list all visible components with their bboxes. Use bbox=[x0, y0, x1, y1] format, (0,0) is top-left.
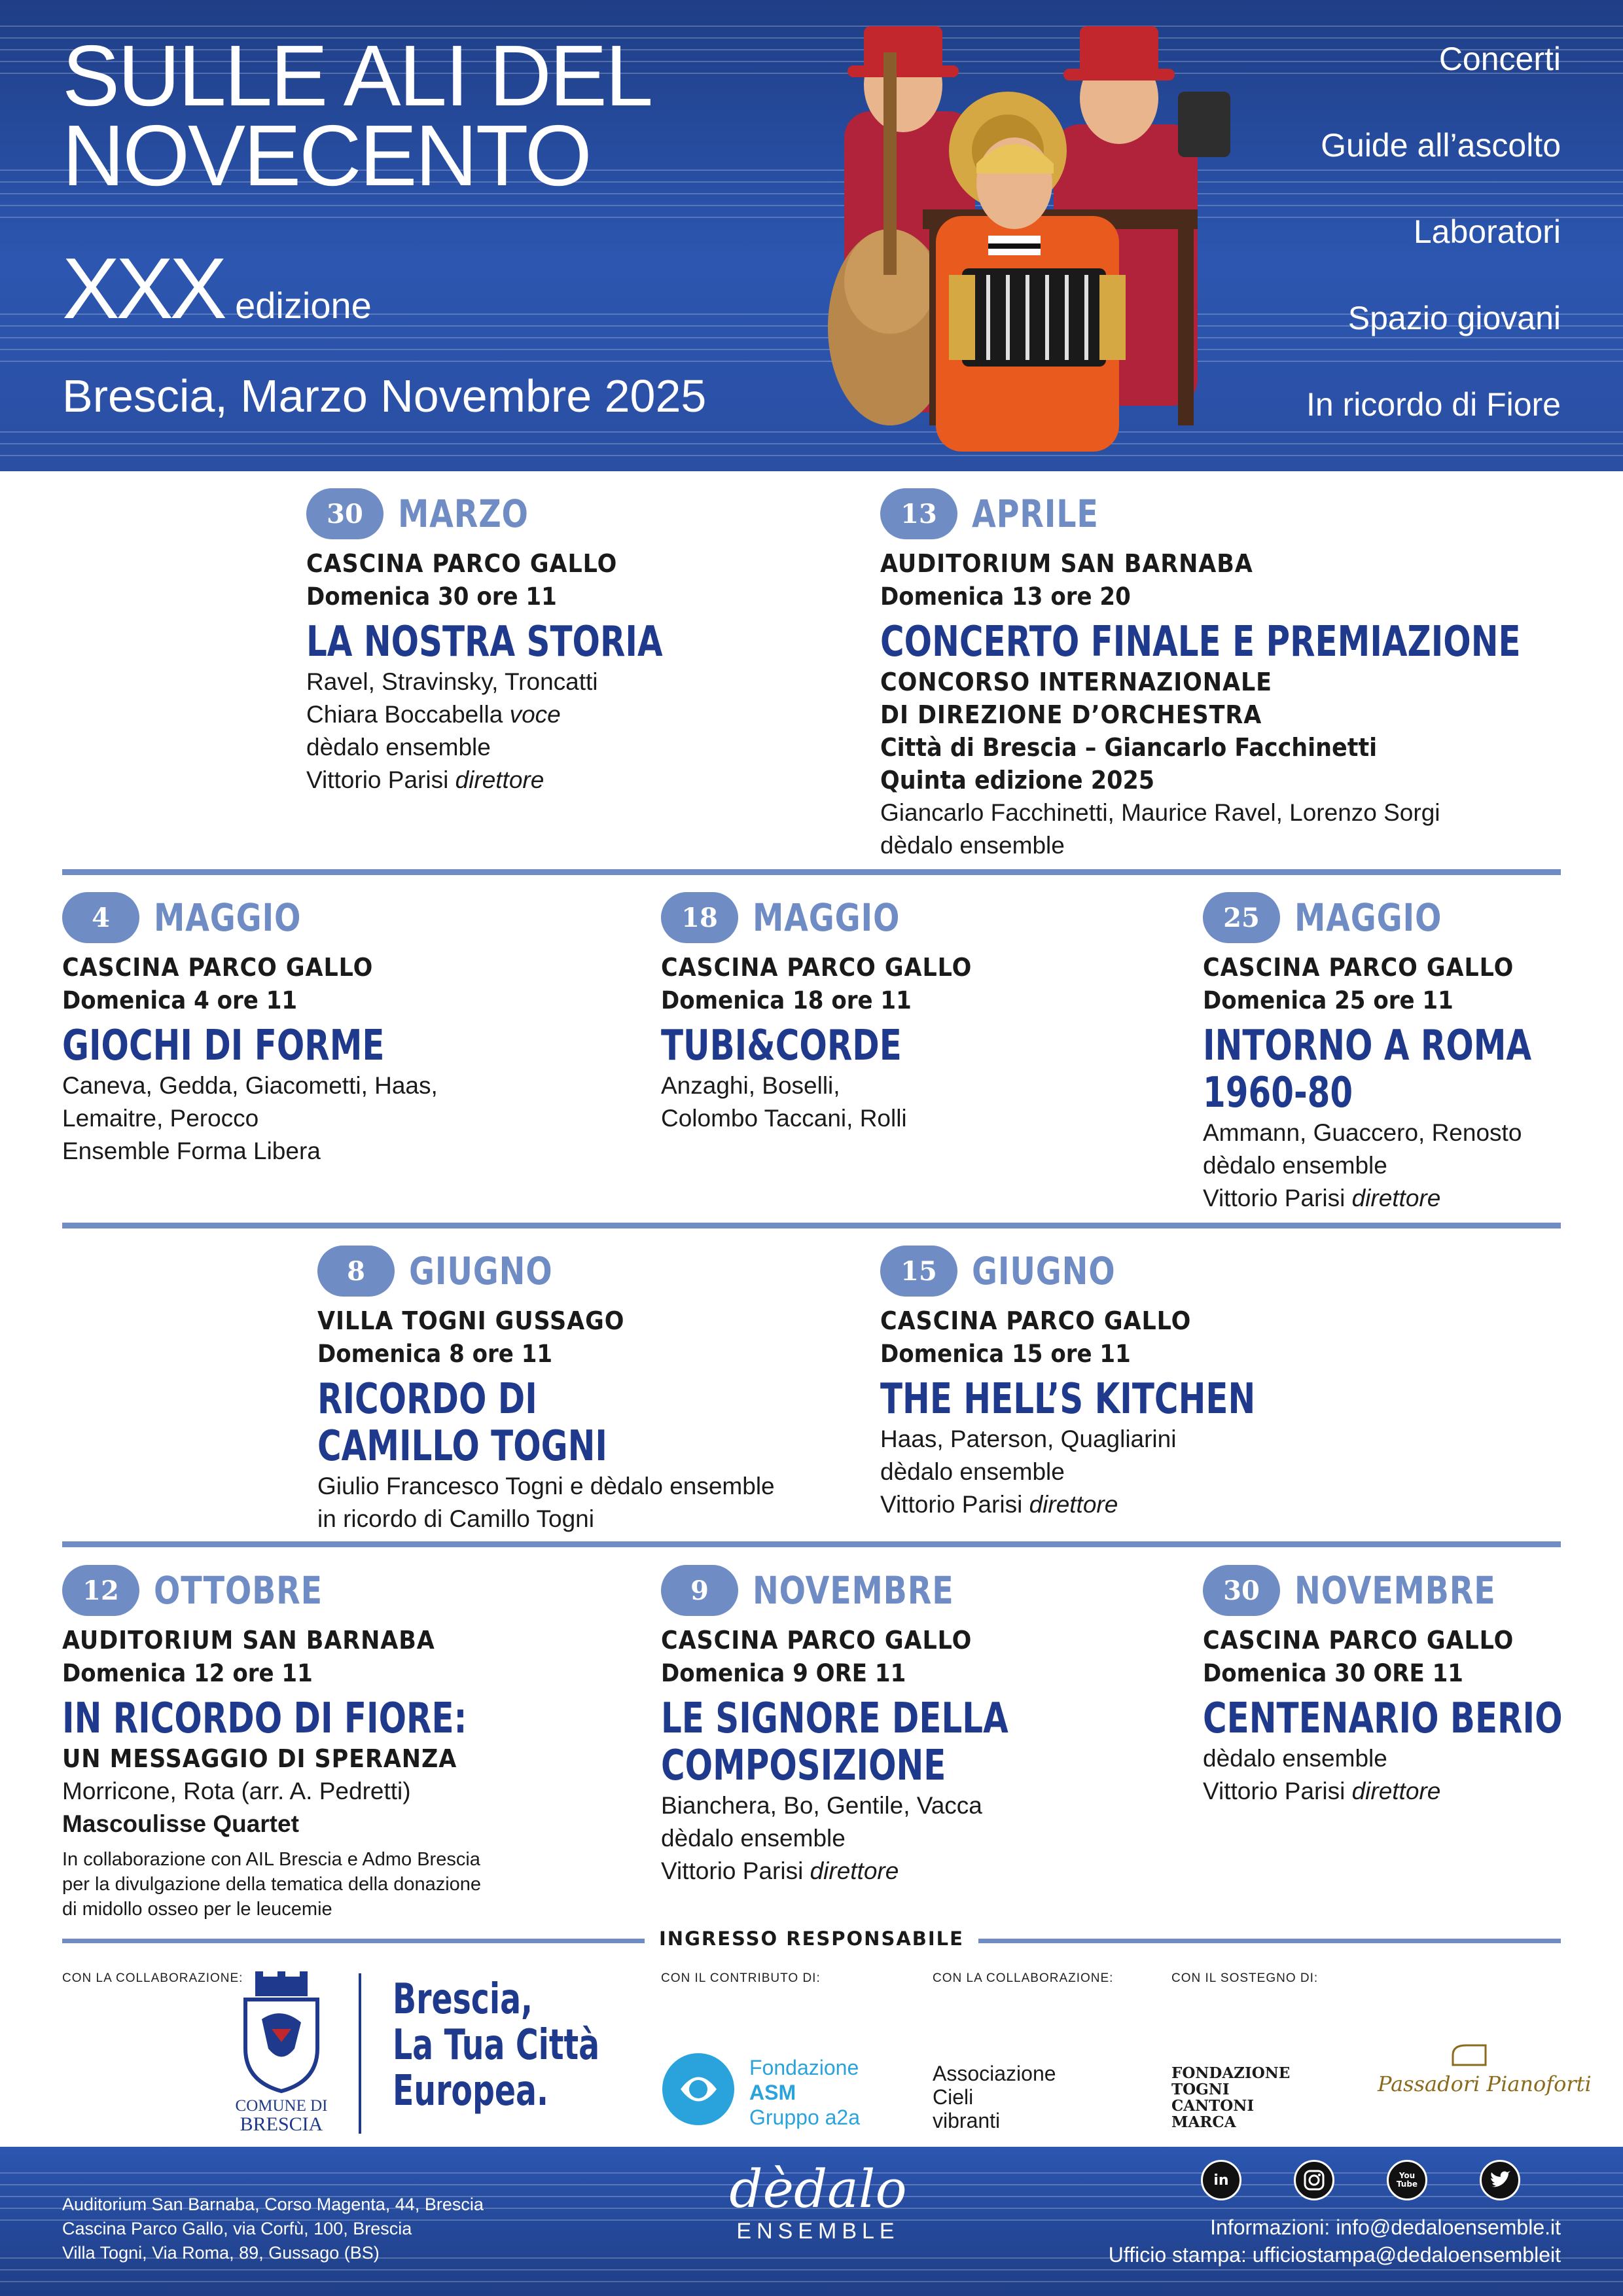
event-time: Domenica 13 ore 20 bbox=[880, 583, 1131, 611]
event-venue: AUDITORIUM SAN BARNABA bbox=[880, 549, 1253, 578]
fondazione-asm-logo bbox=[661, 2052, 861, 2130]
event-title: TUBI&CORDE bbox=[661, 1022, 902, 1070]
month-label: MAGGIO bbox=[753, 895, 901, 940]
event-4-maggio bbox=[62, 891, 475, 1168]
event-performer: Mascoulisse Quartet bbox=[62, 1810, 299, 1837]
edition-line bbox=[62, 239, 372, 338]
event-program: Bianchera, Bo, Gentile, Vacca bbox=[661, 1792, 982, 1819]
event-time: Domenica 15 ore 11 bbox=[880, 1340, 1131, 1368]
caption-collaborazione-2: CON LA COLLABORAZIONE: bbox=[933, 1971, 1114, 1985]
twitter-icon[interactable] bbox=[1480, 2160, 1520, 2200]
title-line-1: SULLE ALI DEL bbox=[62, 27, 652, 124]
conductor-role: direttore bbox=[1351, 1778, 1441, 1804]
brescia-europea-logo: Brescia, La Tua Città Europea. bbox=[393, 1975, 600, 2115]
event-ensemble: Ensemble Forma Libera bbox=[62, 1138, 321, 1164]
event-9-novembre bbox=[661, 1564, 1106, 1888]
event-title: CONCERTO FINALE E PREMIAZIONE bbox=[880, 618, 1521, 666]
event-ensemble: dèdalo ensemble bbox=[661, 1825, 846, 1852]
caption-sostegno: CON IL SOSTEGNO DI: bbox=[1171, 1971, 1319, 1985]
event-ensemble: dèdalo ensemble bbox=[1203, 1152, 1387, 1179]
event-venue: VILLA TOGNI GUSSAGO bbox=[317, 1306, 625, 1335]
event-program: Caneva, Gedda, Giacometti, Haas, bbox=[62, 1072, 438, 1099]
comune-brescia-logo bbox=[232, 1970, 330, 2140]
month-label: NOVEMBRE bbox=[1294, 1568, 1496, 1613]
month-label: MAGGIO bbox=[1294, 895, 1442, 940]
festival-title bbox=[62, 27, 652, 204]
event-venue: CASCINA PARCO GALLO bbox=[661, 953, 972, 982]
event-12-ottobre bbox=[62, 1564, 581, 1922]
performer-role: voce bbox=[509, 701, 561, 728]
activity-ricordo-fiore: In ricordo di Fiore bbox=[1306, 386, 1561, 423]
event-program: Giancarlo Facchinetti, Maurice Ravel, Lorenzo Sorgi bbox=[880, 799, 1440, 826]
event-8-giugno bbox=[317, 1245, 775, 1535]
social-links bbox=[1201, 2160, 1520, 2200]
month-label: APRILE bbox=[972, 492, 1099, 536]
month-label: MARZO bbox=[398, 492, 529, 536]
event-program: in ricordo di Camillo Togni bbox=[317, 1505, 594, 1532]
event-note: In collaborazione con AIL Brescia e Admo Brescia bbox=[62, 1849, 480, 1870]
event-ensemble: dèdalo ensemble bbox=[880, 1458, 1065, 1485]
date-badge: 13 bbox=[880, 488, 957, 539]
section-divider bbox=[62, 869, 1561, 875]
instagram-icon[interactable] bbox=[1294, 2160, 1334, 2200]
event-title-line-2: 1960-80 bbox=[1203, 1069, 1353, 1117]
event-program: Morricone, Rota (arr. A. Pedretti) bbox=[62, 1778, 411, 1804]
footer-banner bbox=[0, 2147, 1623, 2296]
asm-line-3: Gruppo a2a bbox=[749, 2106, 861, 2129]
month-label: OTTOBRE bbox=[154, 1568, 323, 1613]
event-title: RICORDO DI bbox=[317, 1375, 537, 1424]
event-time: Domenica 12 ore 11 bbox=[62, 1659, 313, 1687]
month-label: GIUGNO bbox=[409, 1249, 553, 1293]
date-badge: 25 bbox=[1203, 892, 1280, 943]
event-title: GIOCHI DI FORME bbox=[62, 1022, 385, 1070]
event-time: Domenica 4 ore 11 bbox=[62, 986, 298, 1014]
event-ensemble: dèdalo ensemble bbox=[306, 734, 491, 761]
edition-word: edizione bbox=[235, 285, 372, 326]
event-note: di midollo osseo per le leucemie bbox=[62, 1899, 332, 1920]
section-divider bbox=[62, 1223, 1561, 1229]
address-line: Cascina Parco Gallo, via Corfù, 100, Brescia bbox=[62, 2219, 412, 2238]
conductor-role: direttore bbox=[1029, 1491, 1118, 1518]
event-subtitle: Quinta edizione 2025 bbox=[880, 766, 1155, 795]
event-conductor: Vittorio Parisi direttore bbox=[1203, 1185, 1441, 1211]
event-venue: CASCINA PARCO GALLO bbox=[1203, 953, 1514, 982]
event-venue: CASCINA PARCO GALLO bbox=[1203, 1626, 1514, 1655]
activity-concerti: Concerti bbox=[1438, 41, 1561, 77]
event-conductor: Vittorio Parisi direttore bbox=[880, 1491, 1118, 1518]
conductor-role: direttore bbox=[810, 1857, 899, 1884]
event-venue: CASCINA PARCO GALLO bbox=[306, 549, 618, 578]
cieli-vibranti-logo: Associazione Cieli vibranti bbox=[933, 2062, 1056, 2132]
date-badge: 30 bbox=[1203, 1565, 1280, 1616]
event-ensemble: dèdalo ensemble bbox=[880, 832, 1065, 859]
event-time: Domenica 25 ore 11 bbox=[1203, 986, 1454, 1014]
event-subtitle: UN MESSAGGIO DI SPERANZA bbox=[62, 1744, 457, 1773]
event-program: Ammann, Guaccero, Renosto bbox=[1203, 1119, 1522, 1146]
event-time: Domenica 9 ORE 11 bbox=[661, 1659, 906, 1687]
event-note: per la divulgazione della tematica della donazione bbox=[62, 1874, 482, 1895]
section-divider bbox=[62, 1541, 1561, 1547]
caption-collaborazione: CON LA COLLABORAZIONE: bbox=[62, 1971, 243, 1985]
event-performer: Chiara Boccabella voce bbox=[306, 701, 561, 728]
event-venue: CASCINA PARCO GALLO bbox=[880, 1306, 1192, 1335]
event-program: Anzaghi, Boselli, bbox=[661, 1072, 840, 1099]
city-dates: Brescia, Marzo Novembre 2025 bbox=[62, 370, 707, 422]
caption-contributo: CON IL CONTRIBUTO DI: bbox=[661, 1971, 821, 1985]
event-time: Domenica 30 ore 11 bbox=[306, 583, 557, 611]
asm-line-2: ASM bbox=[749, 2081, 796, 2104]
event-subtitle: DI DIREZIONE D’ORCHESTRA bbox=[880, 700, 1262, 729]
month-label: NOVEMBRE bbox=[753, 1568, 954, 1613]
event-title: CENTENARIO BERIO bbox=[1203, 1695, 1563, 1743]
event-30-novembre bbox=[1203, 1564, 1623, 1808]
event-subtitle: CONCORSO INTERNAZIONALE bbox=[880, 668, 1272, 696]
dedalo-ensemble-logo bbox=[720, 2160, 916, 2244]
month-label: GIUGNO bbox=[972, 1249, 1116, 1293]
event-program: Ravel, Stravinsky, Troncatti bbox=[306, 668, 598, 695]
activities-list bbox=[1306, 36, 1561, 468]
header-banner bbox=[0, 0, 1623, 471]
piano-icon bbox=[1450, 2042, 1489, 2068]
event-conductor: Vittorio Parisi direttore bbox=[306, 766, 544, 793]
event-18-maggio bbox=[661, 891, 999, 1135]
logo-sub: ENSEMBLE bbox=[736, 2219, 900, 2244]
title-line-2: NOVECENTO bbox=[62, 107, 590, 204]
event-program: Lemaitre, Perocco bbox=[62, 1105, 259, 1132]
event-subtitle: Città di Brescia – Giancarlo Facchinetti bbox=[880, 733, 1378, 762]
event-program: Giulio Francesco Togni e dèdalo ensemble bbox=[317, 1473, 775, 1499]
info-email: Informazioni: info@dedaloensemble.it bbox=[1210, 2215, 1561, 2239]
event-time: Domenica 18 ore 11 bbox=[661, 986, 912, 1014]
ingresso-divider bbox=[62, 1928, 1561, 1954]
event-title: IN RICORDO DI FIORE: bbox=[62, 1695, 467, 1743]
event-15-giugno bbox=[880, 1245, 1361, 1521]
event-title: LA NOSTRA STORIA bbox=[306, 618, 663, 666]
date-badge: 9 bbox=[661, 1565, 738, 1616]
asm-line-1: Fondazione bbox=[749, 2056, 859, 2079]
event-title-line-2: CAMILLO TOGNI bbox=[317, 1422, 607, 1471]
fondazione-togni-logo: FONDAZIONE TOGNI CANTONI MARCA bbox=[1171, 2064, 1291, 2131]
logo-main: dèdalo bbox=[729, 2159, 907, 2219]
event-30-marzo bbox=[306, 488, 763, 797]
event-ensemble: dèdalo ensemble bbox=[1203, 1745, 1387, 1772]
event-title: LE SIGNORE DELLA bbox=[661, 1695, 1008, 1743]
comune-label-1: COMUNE DI bbox=[235, 2097, 328, 2115]
event-13-aprile bbox=[880, 488, 1623, 862]
press-email: Ufficio stampa: ufficiostampa@dedaloensembleit bbox=[1108, 2243, 1561, 2267]
activity-spazio-giovani: Spazio giovani bbox=[1347, 300, 1561, 336]
month-label: MAGGIO bbox=[154, 895, 302, 940]
address-line: Auditorium San Barnaba, Corso Magenta, 44, Brescia bbox=[62, 2195, 484, 2214]
event-title: THE HELL’S KITCHEN bbox=[880, 1375, 1256, 1424]
asm-circle-icon bbox=[661, 2052, 736, 2127]
date-badge: 30 bbox=[306, 488, 383, 539]
conductor-role: direttore bbox=[455, 766, 544, 793]
event-conductor: Vittorio Parisi direttore bbox=[661, 1857, 899, 1884]
passadori-logo: Passadori Pianoforti bbox=[1378, 2072, 1592, 2096]
logo-divider bbox=[359, 1973, 361, 2134]
date-badge: 12 bbox=[62, 1565, 139, 1616]
event-conductor: Vittorio Parisi direttore bbox=[1203, 1778, 1441, 1804]
event-program: Colombo Taccani, Rolli bbox=[661, 1105, 907, 1132]
event-title-line-2: COMPOSIZIONE bbox=[661, 1742, 946, 1790]
event-venue: AUDITORIUM SAN BARNABA bbox=[62, 1626, 435, 1655]
musicians-illustration bbox=[792, 0, 1263, 471]
youtube-icon[interactable]: You Tube bbox=[1387, 2160, 1427, 2200]
conductor-role: direttore bbox=[1351, 1185, 1441, 1211]
comune-crest-icon bbox=[232, 1970, 330, 2094]
comune-label-2: BRESCIA bbox=[240, 2113, 323, 2135]
event-time: Domenica 8 ore 11 bbox=[317, 1340, 553, 1368]
date-badge: 18 bbox=[661, 892, 738, 943]
venue-addresses bbox=[62, 2193, 484, 2265]
activity-laboratori: Laboratori bbox=[1413, 213, 1561, 250]
contact-info bbox=[1109, 2214, 1561, 2269]
date-badge: 8 bbox=[317, 1246, 395, 1297]
ingresso-label: INGRESSO RESPONSABILE bbox=[645, 1928, 978, 1950]
address-line: Villa Togni, Via Roma, 89, Gussago (BS) bbox=[62, 2243, 380, 2263]
event-time: Domenica 30 ORE 11 bbox=[1203, 1659, 1463, 1687]
event-venue: CASCINA PARCO GALLO bbox=[661, 1626, 972, 1655]
date-badge: 4 bbox=[62, 892, 139, 943]
linkedin-icon[interactable]: in bbox=[1201, 2160, 1241, 2200]
activity-guide: Guide all’ascolto bbox=[1321, 127, 1561, 164]
event-program: Haas, Paterson, Quagliarini bbox=[880, 1426, 1177, 1452]
event-25-maggio bbox=[1203, 891, 1623, 1215]
edition-number: XXX bbox=[62, 240, 224, 336]
event-venue: CASCINA PARCO GALLO bbox=[62, 953, 374, 982]
event-title: INTORNO A ROMA bbox=[1203, 1022, 1532, 1070]
date-badge: 15 bbox=[880, 1246, 957, 1297]
